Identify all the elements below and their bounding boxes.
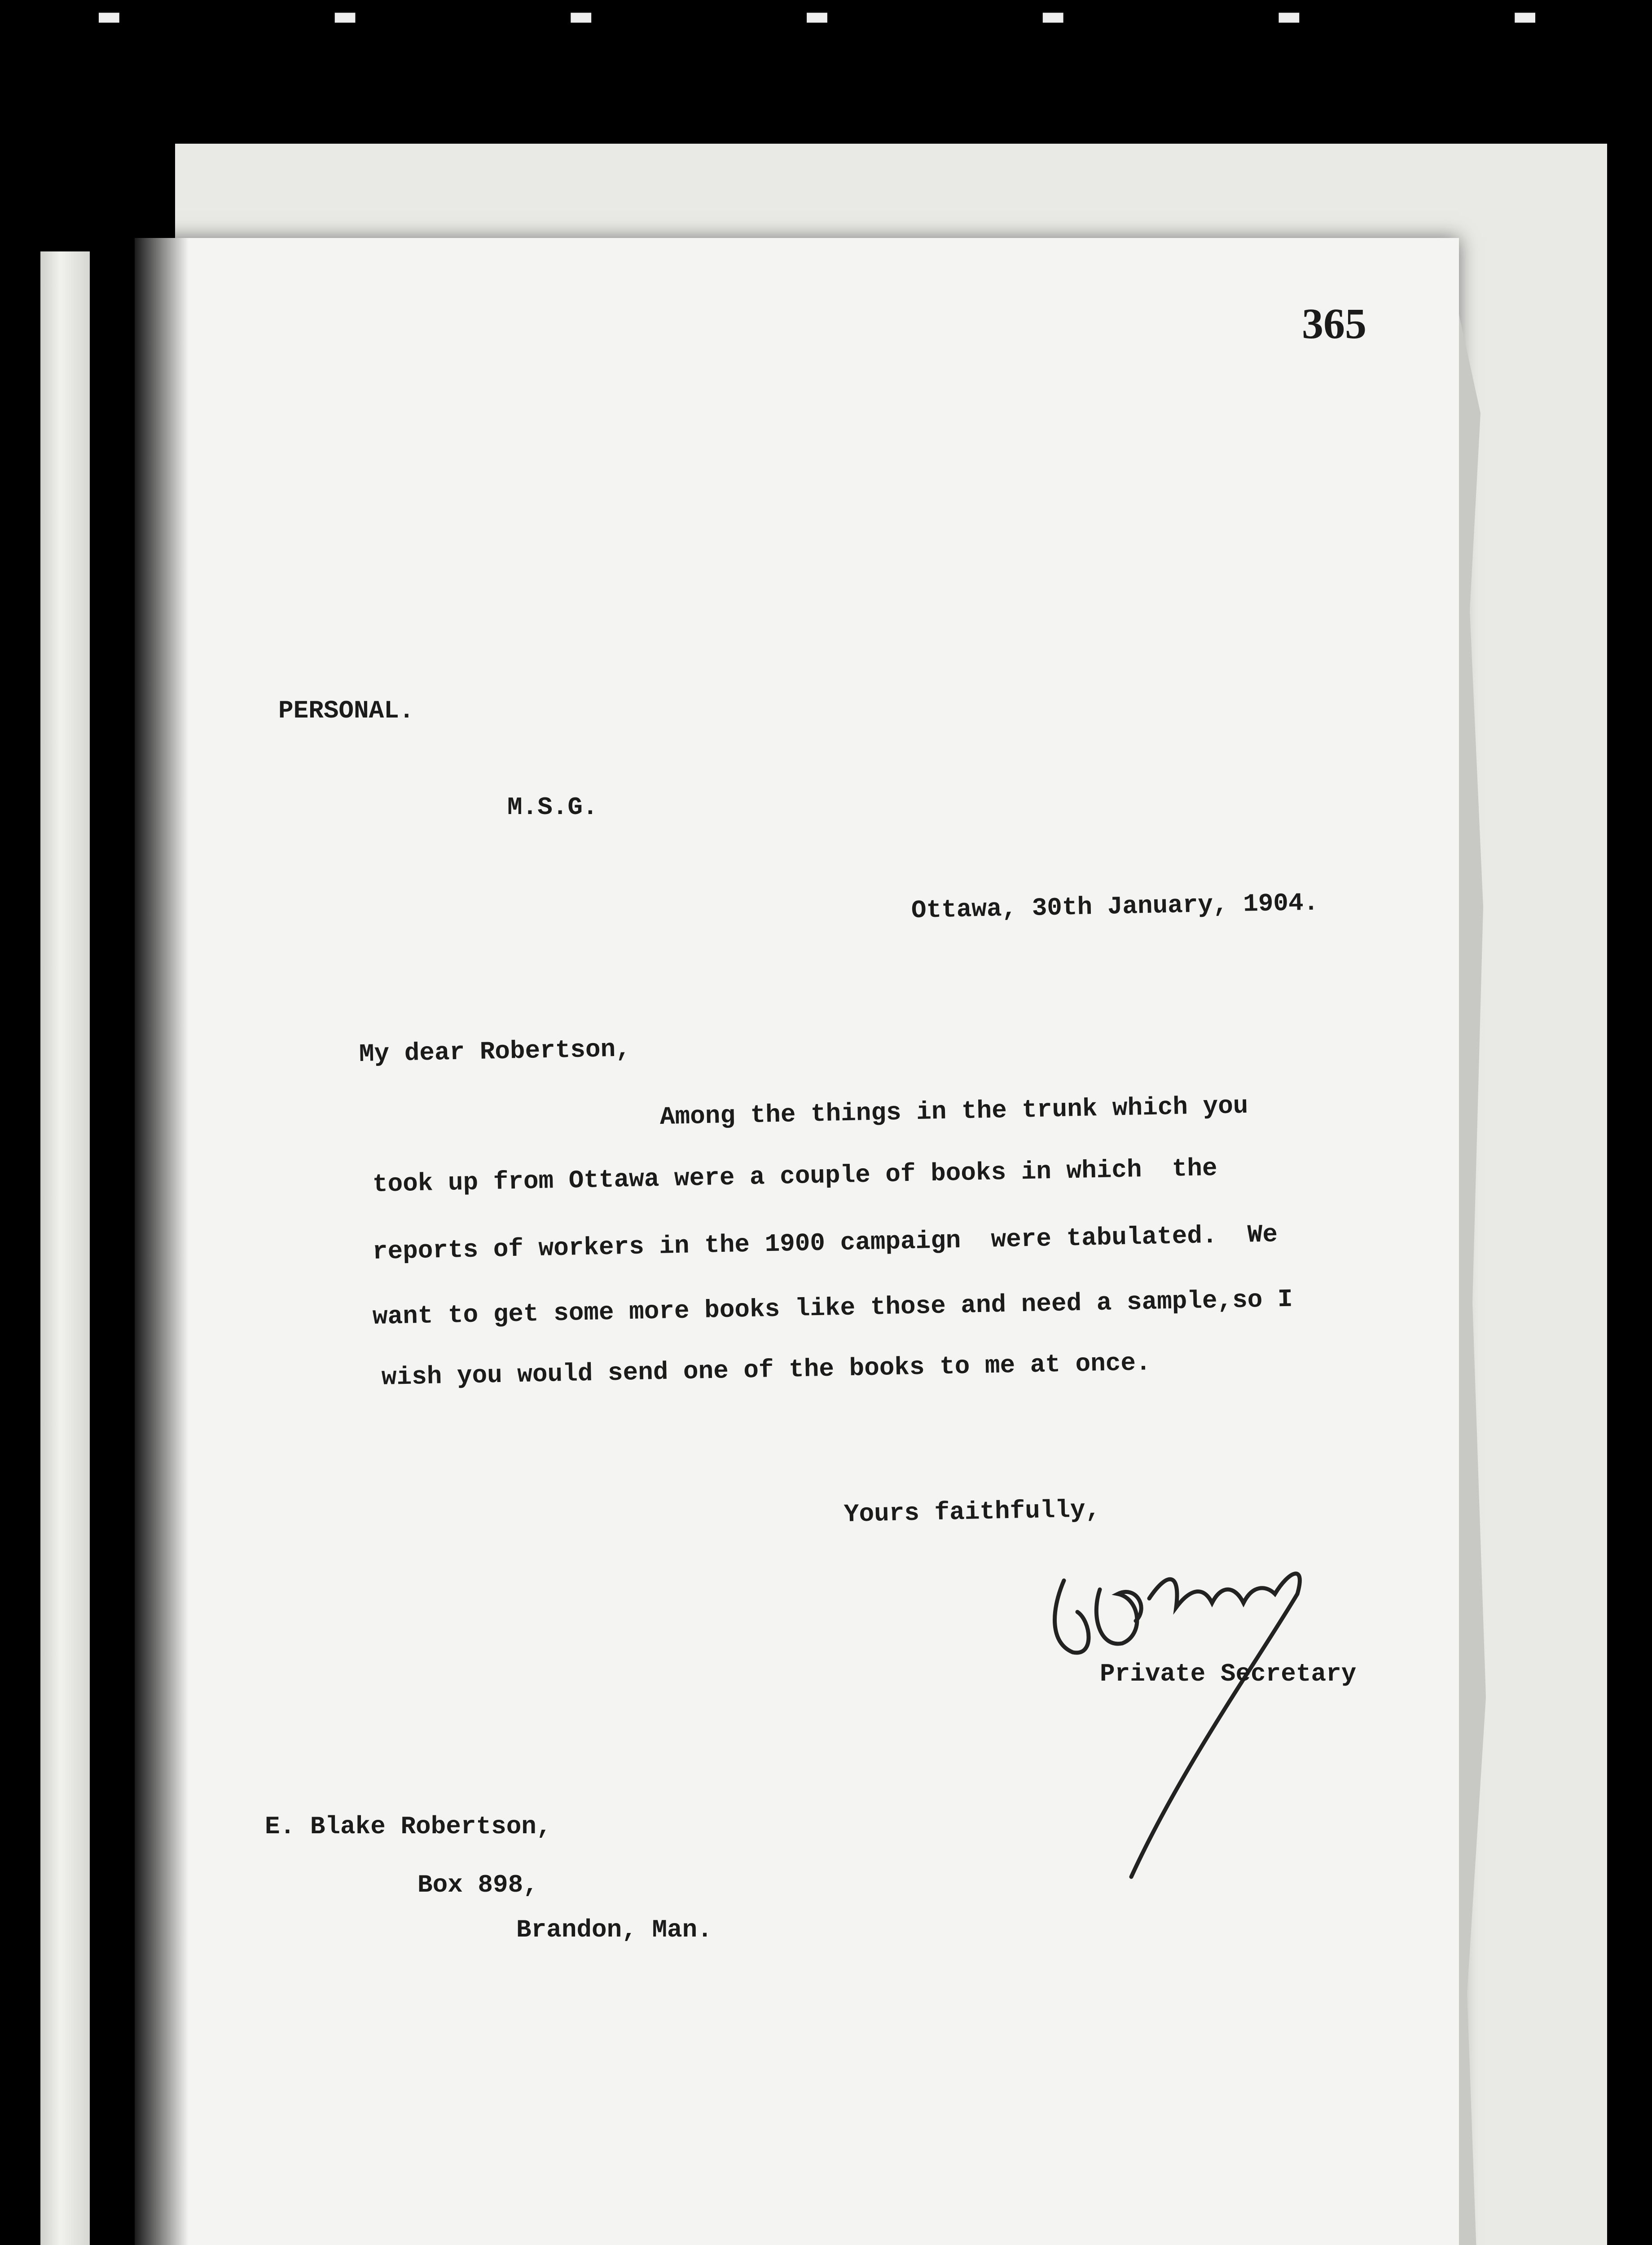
salutation: My dear Robertson, bbox=[359, 1034, 631, 1069]
recipient-box: Box 898, bbox=[417, 1871, 538, 1899]
closing: Yours faithfully, bbox=[844, 1495, 1101, 1529]
film-edge-marks: ▬ ▬ ▬ ▬ ▬ ▬ ▬ bbox=[96, 0, 1556, 31]
body-line-1: Among the things in the trunk which you bbox=[659, 1091, 1248, 1131]
binding-strip bbox=[40, 251, 90, 2245]
body-line-5: wish you would send one of the books to me at once. bbox=[381, 1348, 1151, 1392]
signature-title: Private Secretary bbox=[1100, 1660, 1357, 1688]
dateline: Ottawa, 30th January, 1904. bbox=[911, 888, 1319, 925]
page-number: 365 bbox=[1302, 299, 1366, 348]
recipient-name: E. Blake Robertson, bbox=[265, 1812, 552, 1841]
handwritten-signature-icon bbox=[1032, 1545, 1374, 1886]
body-line-3: reports of workers in the 1900 campaign were tabulated. We bbox=[372, 1220, 1278, 1266]
recipient-city: Brandon, Man. bbox=[516, 1915, 712, 1944]
initials: M.S.G. bbox=[507, 793, 598, 822]
classification-heading: PERSONAL. bbox=[278, 696, 414, 725]
body-line-4: want to get some more books like those and need a sample,so I bbox=[372, 1285, 1293, 1331]
body-line-2: took up from Ottawa were a couple of books in which the bbox=[372, 1153, 1218, 1199]
page-shadow bbox=[135, 238, 189, 2245]
